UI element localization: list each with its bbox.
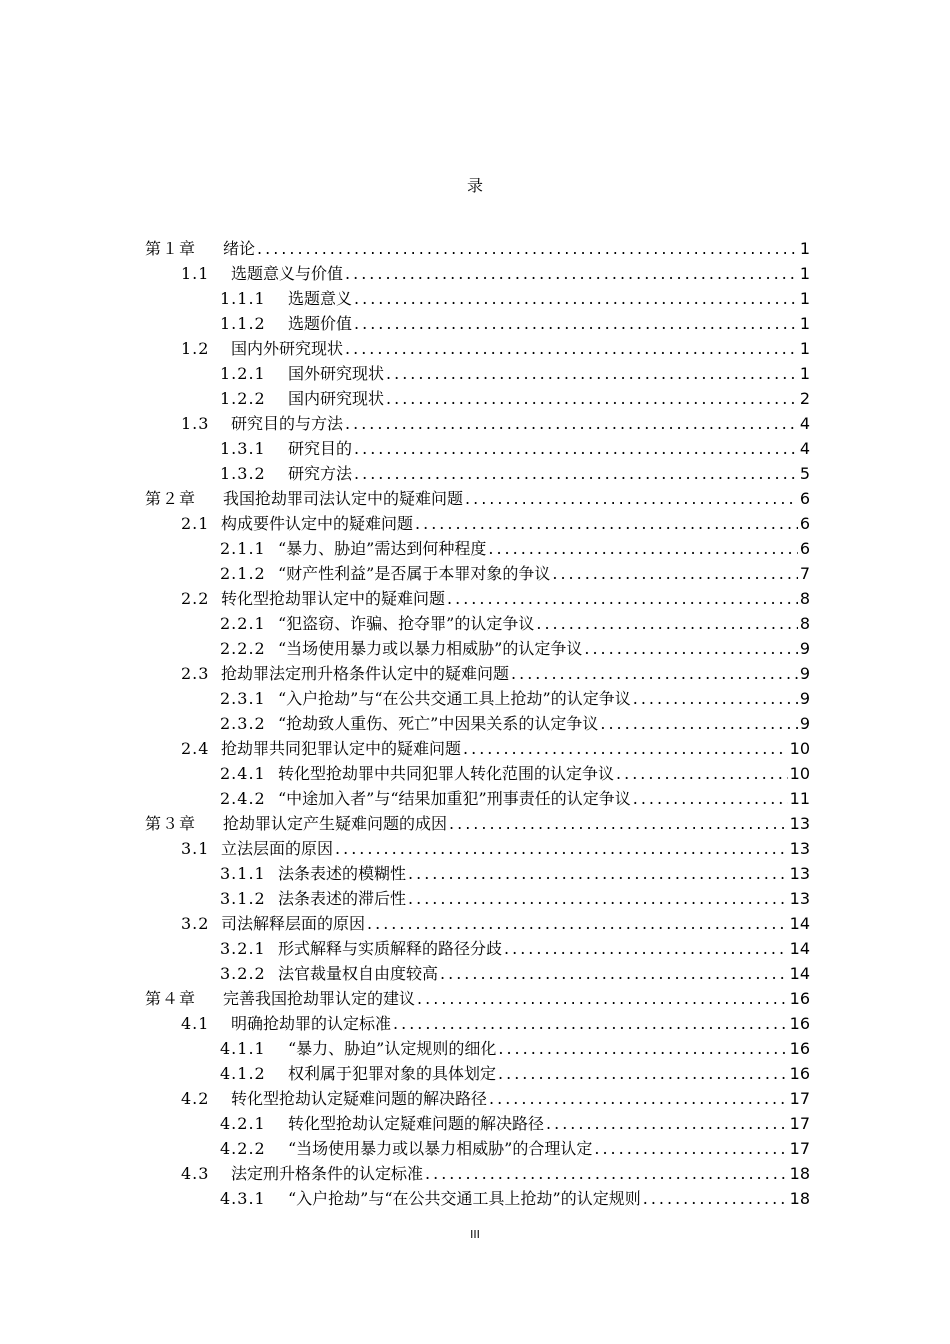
toc-entry-number: 2.3.1 [220, 689, 266, 708]
toc-entry-number: 2.3 [181, 664, 210, 683]
dot-leader [449, 811, 788, 836]
toc-entry-number: 2.3.2 [220, 714, 266, 733]
toc-entry-number: 3.1 [181, 839, 210, 858]
toc-entry[interactable] [0, 711, 810, 736]
toc-entry-number: 1.3.2 [220, 464, 266, 483]
toc-entry[interactable] [0, 336, 810, 361]
toc-entry[interactable] [0, 1086, 810, 1111]
toc-entry[interactable] [0, 536, 810, 561]
toc-entry-page: 6 [799, 514, 810, 533]
toc-entry-number: 1.2.2 [220, 389, 266, 408]
toc-entry-page: 14 [789, 964, 810, 983]
dot-leader [600, 711, 797, 736]
toc-entry-page: 14 [789, 939, 810, 958]
dot-leader [408, 861, 788, 886]
toc-entry-page: 13 [789, 889, 810, 908]
toc-entry-title: 司法解释层面的原因 [221, 914, 366, 933]
toc-entry-number: 1.3 [181, 414, 210, 433]
toc-entry-title: 抢劫罪法定刑升格条件认定中的疑难问题 [221, 664, 510, 683]
toc-entry[interactable] [0, 1186, 810, 1211]
toc-entry-title: 抢劫罪共同犯罪认定中的疑难问题 [221, 739, 462, 758]
toc-entry-number: 1.1.2 [220, 314, 266, 333]
toc-entry-number: 1.1 [181, 264, 210, 283]
toc-entry-title: 法条表述的模糊性 [278, 864, 407, 883]
dot-leader [354, 311, 798, 336]
toc-entry-number: 4.2 [181, 1089, 210, 1108]
toc-entry-page: 13 [789, 839, 810, 858]
toc-entry-number: 2.2 [181, 589, 210, 608]
toc-entry-page: 4 [799, 414, 810, 433]
toc-entry-page: 16 [789, 1064, 810, 1083]
toc-entry-page: 16 [789, 989, 810, 1008]
toc-entry-page: 13 [789, 864, 810, 883]
toc-entry-title: 立法层面的原因 [221, 839, 334, 858]
toc-entry-page: 9 [799, 714, 810, 733]
toc-entry-number: 1.2.1 [220, 364, 266, 383]
toc-entry-number: 3.1.2 [220, 889, 266, 908]
dot-leader [584, 636, 797, 661]
toc-entry-page: 8 [799, 589, 810, 608]
toc-entry[interactable] [0, 511, 810, 536]
toc-entry[interactable] [0, 636, 810, 661]
toc-entry-title: 转化型抢劫认定疑难问题的解决路径 [231, 1089, 488, 1108]
toc-entry-title: 权利属于犯罪对象的具体划定 [288, 1064, 497, 1083]
dot-leader [354, 286, 798, 311]
toc-entry-page: 1 [799, 289, 810, 308]
toc-entry[interactable] [0, 886, 810, 911]
toc-entry-page: 14 [789, 914, 810, 933]
toc-entry[interactable] [0, 936, 810, 961]
toc-entry-title: 国内外研究现状 [231, 339, 344, 358]
dot-leader [488, 536, 797, 561]
toc-entry-page: 18 [789, 1164, 810, 1183]
toc-entry-number: 2.2.2 [220, 639, 266, 658]
toc-entry-number: 2.4.2 [220, 789, 266, 808]
toc-entry-page: 17 [789, 1114, 810, 1133]
toc-entry[interactable] [0, 411, 810, 436]
toc-entry[interactable] [0, 986, 810, 1011]
toc-entry-title: “当场使用暴力或以暴力相威胁”的合理认定 [288, 1139, 593, 1158]
toc-entry-title: 抢劫罪认定产生疑难问题的成因 [223, 814, 448, 833]
toc-entry-page: 16 [789, 1014, 810, 1033]
toc-entry[interactable] [0, 836, 810, 861]
dot-leader [386, 386, 798, 411]
dot-leader [257, 236, 798, 261]
toc-entry-page: 18 [789, 1189, 810, 1208]
toc-entry[interactable] [0, 736, 810, 761]
dot-leader [552, 561, 797, 586]
toc-entry[interactable] [0, 811, 810, 836]
table-of-contents [0, 236, 950, 1211]
toc-entry-title: 研究方法 [288, 464, 353, 483]
dot-leader [463, 736, 788, 761]
dot-leader [354, 436, 798, 461]
toc-entry-title: 研究目的与方法 [231, 414, 344, 433]
toc-entry-title: “暴力、胁迫”认定规则的细化 [288, 1039, 497, 1058]
toc-entry-title: 形式解释与实质解释的路径分歧 [278, 939, 503, 958]
toc-entry[interactable] [0, 1111, 810, 1136]
dot-leader [345, 411, 798, 436]
dot-leader [345, 336, 798, 361]
toc-entry-number: 4.1 [181, 1014, 210, 1033]
toc-entry[interactable] [0, 761, 810, 786]
dot-leader [447, 586, 798, 611]
toc-entry[interactable] [0, 1011, 810, 1036]
toc-entry-page: 11 [789, 789, 810, 808]
toc-entry-title: “犯盗窃、诈骗、抢夺罪”的认定争议 [278, 614, 535, 633]
toc-entry-number: 第２章 [145, 489, 197, 508]
dot-leader [504, 936, 788, 961]
toc-entry[interactable] [0, 786, 810, 811]
toc-entry[interactable] [0, 436, 810, 461]
toc-entry-page: 9 [799, 639, 810, 658]
toc-entry-number: 2.4 [181, 739, 210, 758]
toc-entry-page: 1 [799, 264, 810, 283]
toc-entry-title: 选题价值 [288, 314, 353, 333]
toc-entry[interactable] [0, 1161, 810, 1186]
toc-entry-page: 1 [799, 314, 810, 333]
toc-entry-title: 明确抢劫罪的认定标准 [231, 1014, 392, 1033]
toc-entry-title: “当场使用暴力或以暴力相威胁”的认定争议 [278, 639, 583, 658]
toc-entry-number: 3.2.1 [220, 939, 266, 958]
toc-entry[interactable] [0, 1036, 810, 1061]
dot-leader [425, 1161, 788, 1186]
dot-leader [465, 486, 798, 511]
toc-entry-title: 选题意义 [288, 289, 353, 308]
dot-leader [354, 461, 798, 486]
toc-entry-title: 研究目的 [288, 439, 353, 458]
page-title: 录 [466, 176, 483, 195]
dot-leader [511, 661, 798, 686]
toc-entry-number: 2.1 [181, 514, 210, 533]
toc-entry-page: 1 [799, 239, 810, 258]
dot-leader [417, 986, 788, 1011]
page-number-footer: III [470, 1228, 480, 1241]
toc-entry-page: 5 [799, 464, 810, 483]
dot-leader [415, 511, 798, 536]
toc-entry[interactable] [0, 261, 810, 286]
toc-entry[interactable] [0, 911, 810, 936]
toc-entry[interactable] [0, 486, 810, 511]
toc-entry-page: 2 [799, 389, 810, 408]
toc-entry-page: 17 [789, 1139, 810, 1158]
toc-entry-title: “入户抢劫”与“在公共交通工具上抢劫”的认定争议 [278, 689, 631, 708]
toc-entry-title: 法定刑升格条件的认定标准 [231, 1164, 424, 1183]
toc-entry[interactable] [0, 311, 810, 336]
dot-leader [335, 836, 788, 861]
toc-entry-title: “暴力、胁迫”需达到何种程度 [278, 539, 487, 558]
dot-leader [633, 786, 788, 811]
toc-entry-number: 3.1.1 [220, 864, 266, 883]
toc-entry-title: 国外研究现状 [288, 364, 385, 383]
toc-entry[interactable] [0, 1061, 810, 1086]
toc-entry-title: 完善我国抢劫罪认定的建议 [223, 989, 416, 1008]
toc-entry-number: 2.1.1 [220, 539, 266, 558]
toc-entry-title: 转化型抢劫罪中共同犯罪人转化范围的认定争议 [278, 764, 615, 783]
dot-leader [643, 1186, 788, 1211]
dot-leader [367, 911, 788, 936]
dot-leader [498, 1061, 788, 1086]
toc-entry-page: 13 [789, 814, 810, 833]
toc-entry-title: 法条表述的滞后性 [278, 889, 407, 908]
toc-entry-title: “抢劫致人重伤、死亡”中因果关系的认定争议 [278, 714, 599, 733]
toc-entry[interactable] [0, 611, 810, 636]
toc-entry-number: 2.4.1 [220, 764, 266, 783]
toc-entry[interactable] [0, 1136, 810, 1161]
dot-leader [616, 761, 788, 786]
toc-entry[interactable] [0, 461, 810, 486]
toc-entry-number: 第４章 [145, 989, 197, 1008]
toc-entry-page: 1 [799, 339, 810, 358]
toc-entry-number: 4.1.1 [220, 1039, 266, 1058]
toc-entry-page: 10 [789, 764, 810, 783]
toc-entry-title: 转化型抢劫认定疑难问题的解决路径 [288, 1114, 545, 1133]
toc-entry-page: 6 [799, 489, 810, 508]
toc-entry-title: 我国抢劫罪司法认定中的疑难问题 [223, 489, 464, 508]
dot-leader [594, 1136, 787, 1161]
toc-entry[interactable] [0, 661, 810, 686]
toc-entry[interactable] [0, 386, 810, 411]
dot-leader [536, 611, 797, 636]
dot-leader [408, 886, 788, 911]
toc-entry-number: 1.3.1 [220, 439, 266, 458]
toc-entry-page: 10 [789, 739, 810, 758]
toc-entry-page: 17 [789, 1089, 810, 1108]
toc-entry-page: 8 [799, 614, 810, 633]
dot-leader [386, 361, 798, 386]
dot-leader [546, 1111, 788, 1136]
dot-leader [440, 961, 788, 986]
toc-entry-number: 3.2 [181, 914, 210, 933]
toc-entry-title: 构成要件认定中的疑难问题 [221, 514, 414, 533]
toc-entry-title: 选题意义与价值 [231, 264, 344, 283]
toc-entry-number: 2.2.1 [220, 614, 266, 633]
toc-entry[interactable] [0, 236, 810, 261]
toc-entry-number: 4.3.1 [220, 1189, 266, 1208]
toc-entry-page: 7 [799, 564, 810, 583]
dot-leader [633, 686, 798, 711]
toc-entry-title: “中途加入者”与“结果加重犯”刑事责任的认定争议 [278, 789, 631, 808]
toc-entry-page: 16 [789, 1039, 810, 1058]
toc-entry-page: 6 [799, 539, 810, 558]
toc-entry[interactable] [0, 961, 810, 986]
toc-entry[interactable] [0, 286, 810, 311]
toc-entry[interactable] [0, 361, 810, 386]
toc-entry-number: 4.2.2 [220, 1139, 266, 1158]
dot-leader [345, 261, 798, 286]
toc-entry-page: 9 [799, 689, 810, 708]
toc-entry-number: 第３章 [145, 814, 197, 833]
toc-entry-number: 3.2.2 [220, 964, 266, 983]
toc-entry-number: 2.1.2 [220, 564, 266, 583]
toc-entry-title: 法官裁量权自由度较高 [278, 964, 439, 983]
toc-entry[interactable] [0, 586, 810, 611]
toc-entry[interactable] [0, 686, 810, 711]
toc-entry-title: “财产性利益”是否属于本罪对象的争议 [278, 564, 551, 583]
dot-leader [498, 1036, 787, 1061]
toc-entry-page: 4 [799, 439, 810, 458]
toc-entry-number: 1.1.1 [220, 289, 266, 308]
toc-entry[interactable] [0, 561, 810, 586]
toc-entry-number: 4.1.2 [220, 1064, 266, 1083]
dot-leader [393, 1011, 788, 1036]
toc-entry[interactable] [0, 861, 810, 886]
toc-entry-number: 4.3 [181, 1164, 210, 1183]
toc-entry-number: 4.2.1 [220, 1114, 266, 1133]
toc-entry-title: 绪论 [223, 239, 256, 258]
toc-entry-title: 转化型抢劫罪认定中的疑难问题 [221, 589, 446, 608]
toc-entry-page: 1 [799, 364, 810, 383]
toc-entry-title: “入户抢劫”与“在公共交通工具上抢劫”的认定规则 [288, 1189, 641, 1208]
toc-entry-number: 1.2 [181, 339, 210, 358]
dot-leader [489, 1086, 788, 1111]
toc-entry-number: 第１章 [145, 239, 197, 258]
toc-entry-title: 国内研究现状 [288, 389, 385, 408]
toc-entry-page: 9 [799, 664, 810, 683]
